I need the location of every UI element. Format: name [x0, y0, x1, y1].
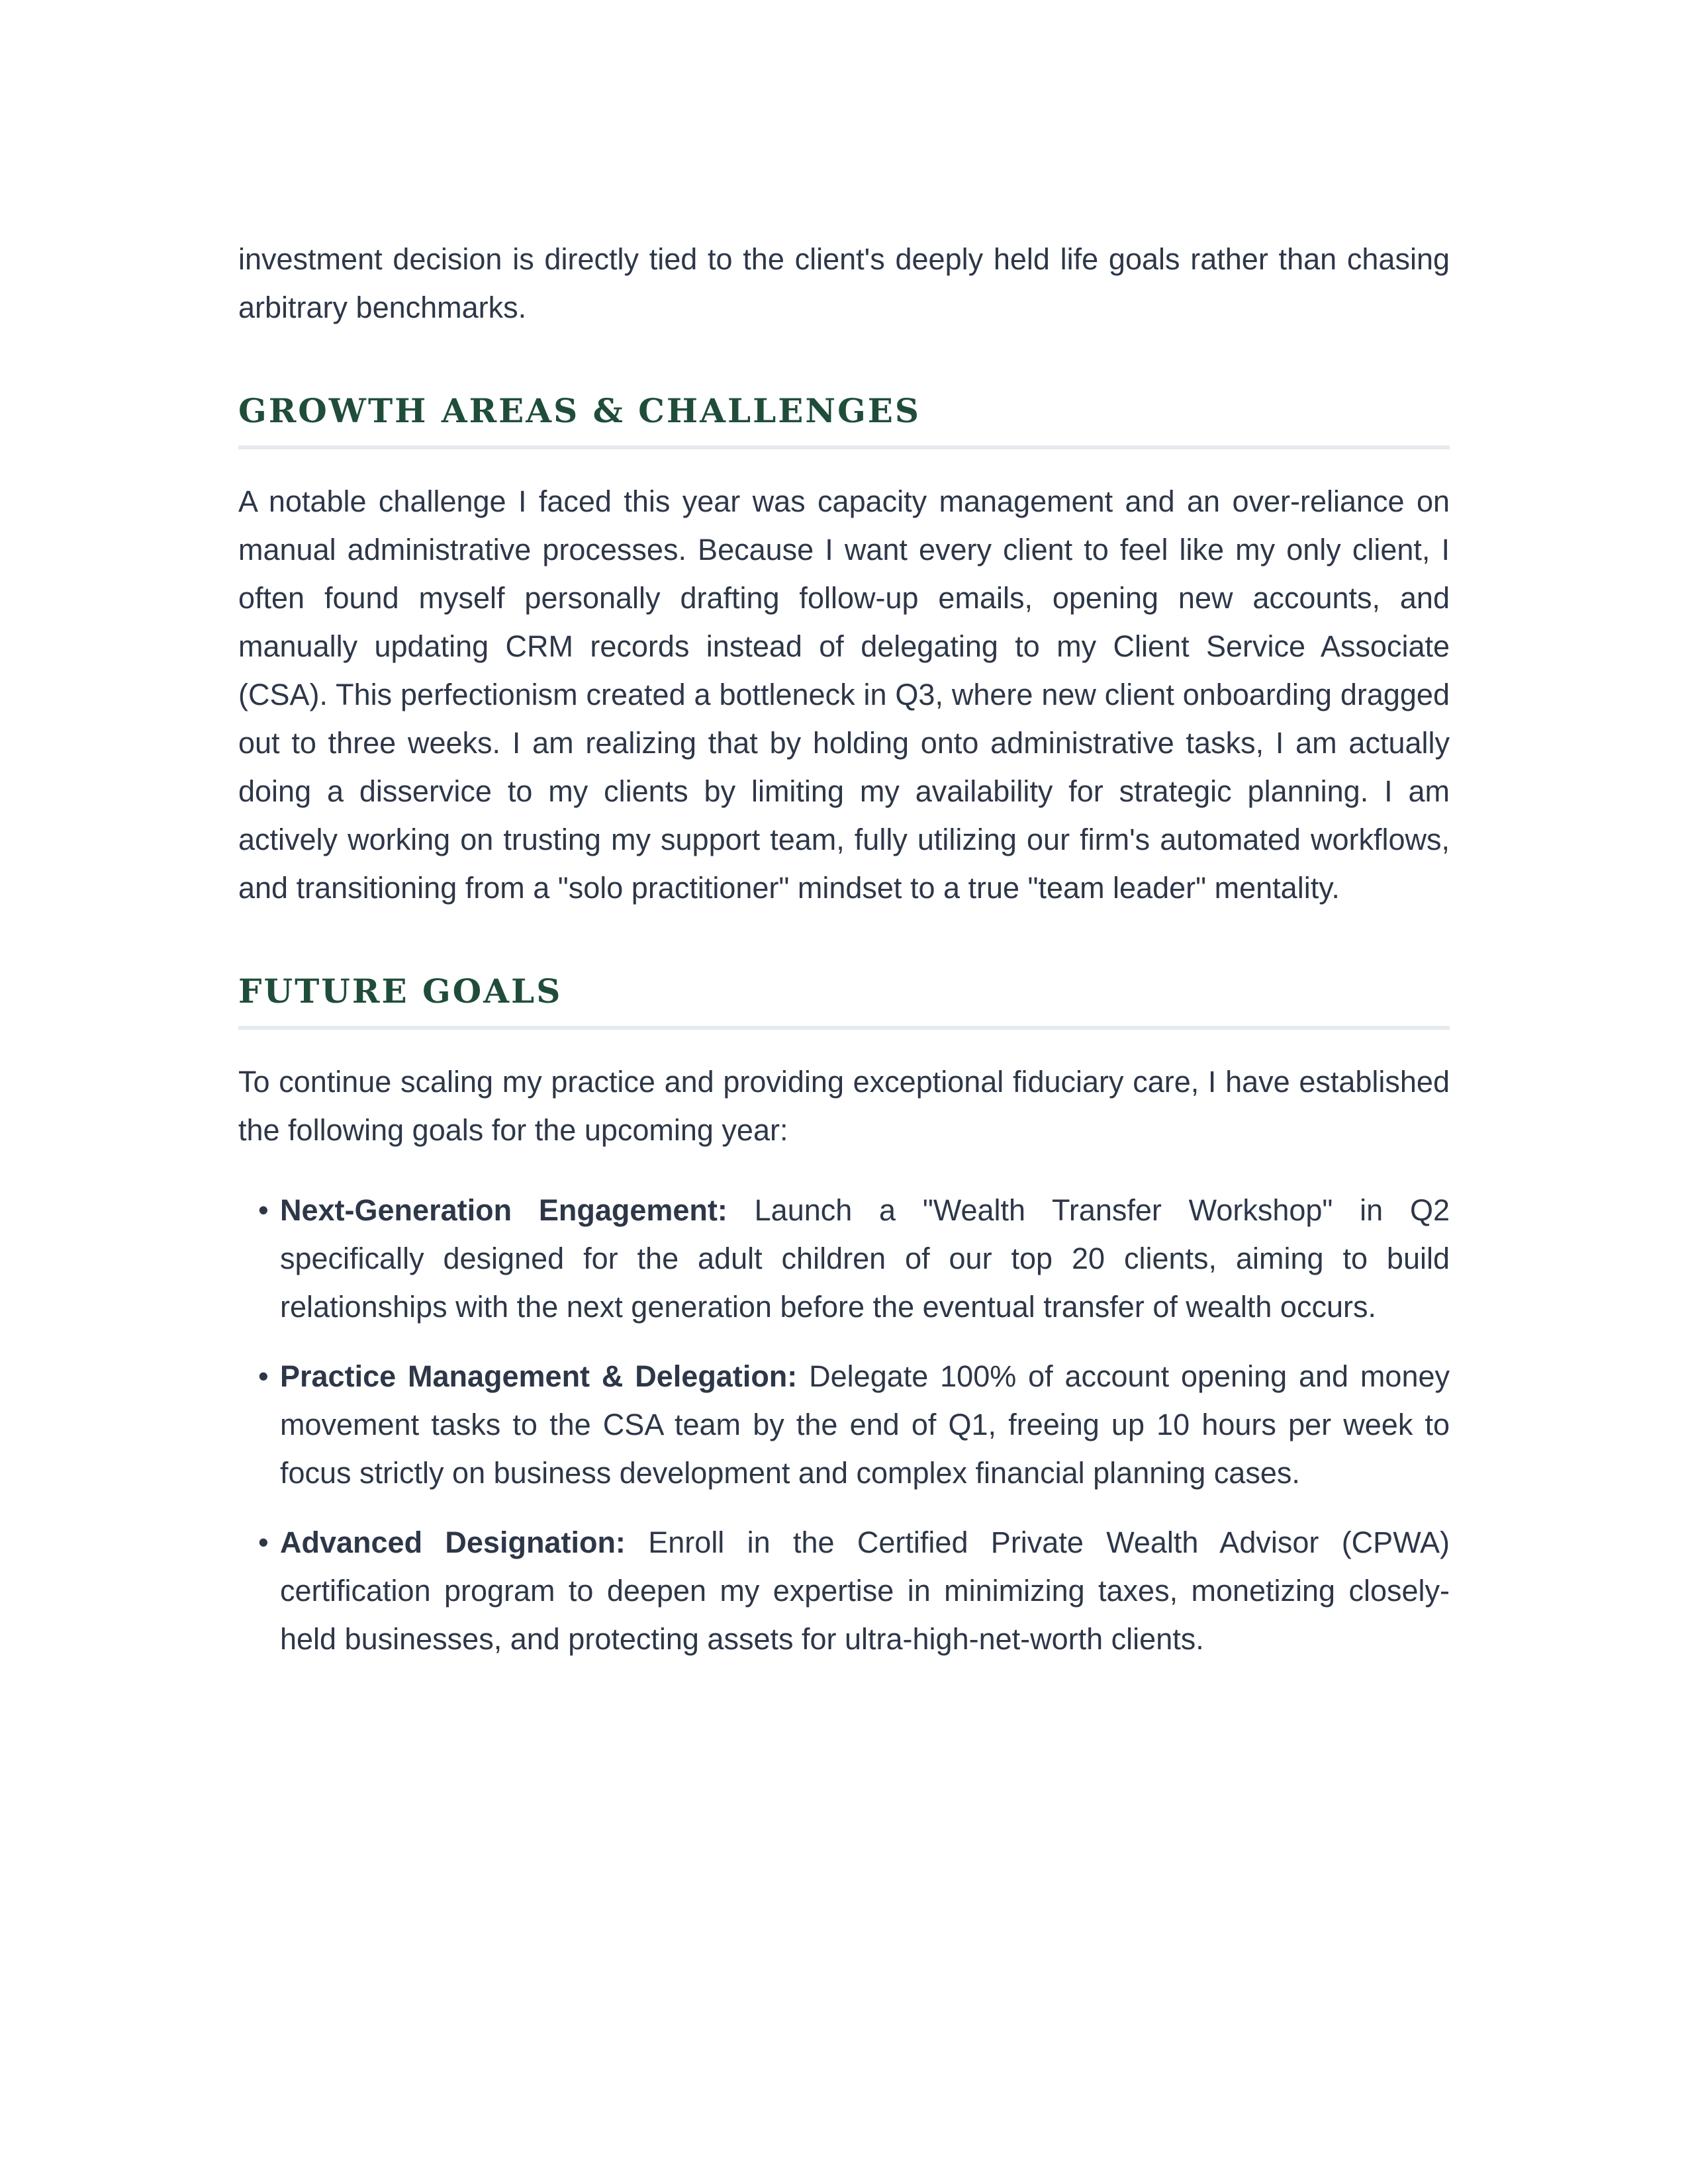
bullet-icon: • [258, 1525, 269, 1559]
intro-paragraph: investment decision is directly tied to the client's deeply held life goals rather than chasing arbitrary benchmarks. [238, 242, 1450, 324]
document-page [238, 235, 1450, 1684]
goal-text: Delegate 100% of account opening and money movement tasks to the CSA team by the end of Q1, freeing up 10 hours per week to focus strictly on business development and complex financial planning cases. [280, 1359, 1450, 1490]
goal-title: Advanced Designation: [280, 1525, 626, 1559]
growth-section [238, 391, 1450, 912]
goal-item-practice-management [238, 1352, 1450, 1497]
goal-text: Enroll in the Certified Private Wealth Advisor (CPWA) certification program to deepen my expertise in minimizing taxes, monetizing closely-held businesses, and protecting assets for ultra-high-net-worth clients. [280, 1525, 1450, 1656]
goal-text: Launch a "Wealth Transfer Workshop" in Q2 specifically designed for the adult children of our top 20 clients, aiming to build relationships with the next generation before the eventual transfer of wealth occurs. [280, 1193, 1450, 1324]
future-goals-intro: To continue scaling my practice and providing exceptional fiduciary care, I have established the following goals for the upcoming year: [238, 1065, 1450, 1147]
growth-heading: GROWTH AREAS & CHALLENGES [238, 391, 1450, 449]
future-goals-heading: FUTURE GOALS [238, 972, 1450, 1030]
goal-title: Next-Generation Engagement: [280, 1193, 727, 1227]
bullet-icon: • [258, 1359, 269, 1393]
future-goals-section [238, 972, 1450, 1663]
goal-item-next-generation [238, 1186, 1450, 1331]
goal-item-advanced-designation [238, 1518, 1450, 1663]
goal-list [238, 1186, 1450, 1663]
growth-paragraph: A notable challenge I faced this year was capacity management and an over-reliance on manual administrative processes. Because I want every client to feel like my only client, I often found myself personally drafting follow-up emails, opening new accounts, and manually updating CRM records instead of delegating to my Client Service Associate (CSA). This perfectionism created a bottleneck in Q3, where new client onboarding dragged out to three weeks. I am realizing that by holding onto administrative tasks, I am actually doing a disservice to my clients by limiting my availability for strategic planning. I am actively working on trusting my support team, fully utilizing our firm's automated workflows, and transitioning from a "solo practitioner" mindset to a true "team leader" mentality. [238, 484, 1450, 905]
bullet-icon: • [258, 1193, 269, 1227]
goal-title: Practice Management & Delegation: [280, 1359, 798, 1393]
